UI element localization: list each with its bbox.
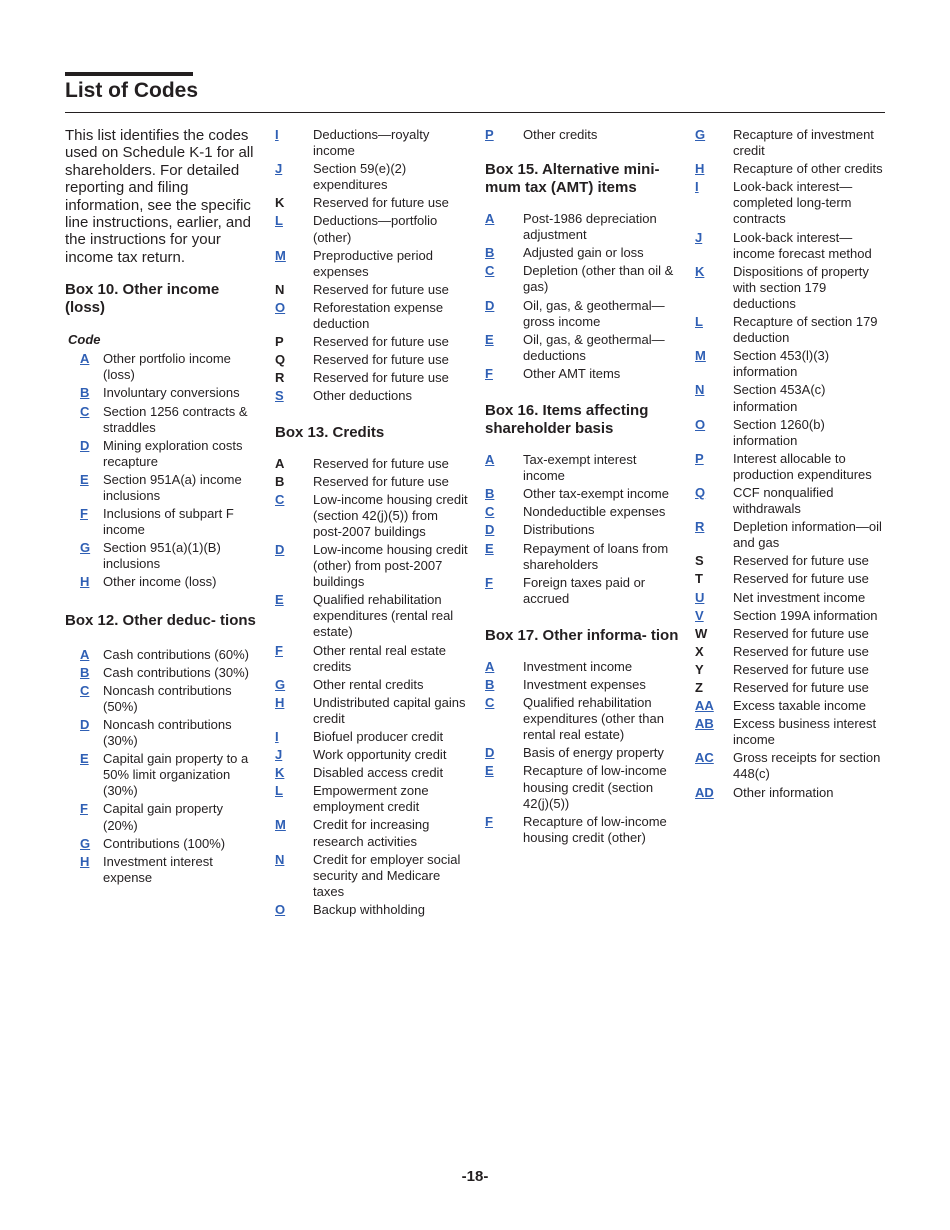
code-description: Section 453(l)(3) information: [733, 348, 830, 380]
code-description: Capital gain property to a 50% limit organization (30%): [103, 751, 249, 799]
code-letter-link[interactable]: B: [80, 385, 90, 401]
box12-heading: Box 12. Other deduc- tions: [65, 611, 256, 629]
code-description: Foreign taxes paid or accrued: [523, 574, 646, 606]
code-item: [485, 541, 680, 573]
code-letter-link[interactable]: G: [275, 676, 286, 692]
code-letter-link[interactable]: C: [485, 695, 495, 711]
code-item: [485, 504, 680, 520]
code-letter-link[interactable]: A: [80, 351, 90, 367]
code-item: [275, 334, 470, 350]
code-description: Reserved for future use: [733, 625, 869, 641]
code-description: Nondeductible expenses: [523, 504, 666, 520]
code-letter-link[interactable]: F: [80, 801, 88, 817]
code-item: [695, 348, 885, 380]
code-description: Gross receipts for section 448(c): [733, 750, 881, 782]
code-description: Other rental real estate credits: [313, 642, 446, 674]
code-letter-link[interactable]: F: [485, 365, 493, 381]
code-item: [275, 282, 470, 298]
code-letter-link[interactable]: G: [695, 127, 706, 142]
code-description: Qualified rehabilitation expenditures (other than rental real estate): [523, 695, 664, 743]
intro-paragraph: This list identifies the codes used on Schedule K-1 for all shareholders. For detailed reporting and filing information, see the specific line instructions, earlier, and the instructions for your income tax return.: [65, 127, 254, 266]
code-description: Reserved for future use: [313, 370, 449, 386]
box13-code-list: [275, 456, 470, 919]
code-description: Post-1986 depreciation adjustment: [523, 211, 657, 243]
box10-code-list: [65, 351, 260, 590]
box15-code-list: [485, 211, 680, 382]
code-description: Section 59(e)(2) expenditures: [313, 161, 407, 193]
code-description: Cash contributions (60%): [103, 646, 249, 662]
code-item: [485, 263, 680, 295]
code-description: Capital gain property (20%): [103, 801, 223, 833]
code-letter-link[interactable]: O: [275, 299, 286, 315]
code-item: [485, 332, 680, 364]
page-number: -18-: [461, 1168, 489, 1185]
code-letter-link[interactable]: R: [695, 519, 705, 535]
code-item: [275, 161, 470, 193]
code-item: [65, 574, 260, 590]
code-item: [275, 213, 470, 245]
code-description: Section 453A(c) information: [733, 382, 826, 414]
code-letter: A: [275, 455, 285, 471]
code-letter-link[interactable]: H: [80, 853, 90, 869]
code-letter-link[interactable]: O: [695, 416, 706, 432]
code-description: Investment interest expense: [103, 853, 213, 885]
code-letter-link[interactable]: M: [695, 348, 706, 364]
code-item: [485, 745, 680, 761]
code-item: [485, 366, 680, 382]
box12-code-list: [65, 647, 260, 886]
code-letter-link[interactable]: M: [275, 817, 286, 833]
code-item: [65, 506, 260, 538]
code-description: Repayment of loans from shareholders: [523, 540, 669, 572]
code-description: Qualified rehabilitation expenditures (rental real estate): [313, 592, 454, 640]
code-description: CCF nonqualified withdrawals: [733, 484, 834, 517]
code-description: Depletion information—oil and gas: [733, 519, 882, 551]
code-description: Depletion (other than oil & gas): [523, 263, 674, 295]
code-description: Noncash contributions (30%): [103, 716, 232, 749]
code-description: Credit for increasing research activities: [313, 817, 430, 849]
code-item: [65, 801, 260, 833]
code-description: Recapture of section 179 deduction: [733, 314, 878, 346]
code-description: Section 1256 contracts & straddles: [103, 403, 248, 435]
code-description: Other tax-exempt income: [523, 486, 669, 502]
code-description: Basis of energy property: [523, 745, 664, 761]
code-item: [65, 540, 260, 572]
code-letter-link[interactable]: C: [485, 263, 495, 279]
code-letter-link[interactable]: P: [485, 127, 494, 142]
code-item: [65, 665, 260, 681]
code-letter-link[interactable]: AA: [695, 698, 714, 714]
code-description: Recapture of low-income housing credit (section 42(j)(5)): [523, 763, 667, 811]
code-item: [695, 127, 885, 159]
code-description: Inclusions of subpart F income: [103, 506, 234, 538]
code-item: [275, 765, 470, 781]
box16-heading: Box 16. Items affecting shareholder basis: [485, 402, 649, 438]
code-item: [485, 127, 680, 143]
code-item: [695, 451, 885, 483]
code-description: Section 951A(a) income inclusions: [103, 471, 242, 503]
code-description: Excess business interest income: [733, 716, 877, 748]
code-description: Undistributed capital gains credit: [313, 694, 466, 726]
code-description: Biofuel producer credit: [313, 729, 444, 744]
code-description: Investment expenses: [523, 676, 646, 692]
code-description: Tax-exempt interest income: [523, 452, 637, 484]
code-description: Reserved for future use: [733, 661, 869, 677]
code-column-label: Code: [68, 332, 101, 348]
code-letter-link[interactable]: B: [485, 486, 495, 502]
code-description: Low-income housing credit (other) from post-2007 buildings: [313, 541, 468, 590]
code-description: Excess taxable income: [733, 698, 866, 714]
code-description: Reserved for future use: [313, 334, 449, 350]
code-item: [65, 404, 260, 436]
code-item: [485, 677, 680, 693]
code-description: Other portfolio income (loss): [103, 351, 231, 383]
code-description: Reserved for future use: [733, 680, 869, 695]
code-letter-link[interactable]: C: [80, 403, 90, 419]
code-item: [485, 659, 680, 675]
code-item: [65, 438, 260, 470]
code-description: Net investment income: [733, 589, 866, 605]
code-description: Reserved for future use: [313, 352, 449, 368]
code-description: Reserved for future use: [733, 643, 869, 659]
code-item: [275, 127, 470, 159]
code-item: [275, 817, 470, 849]
code-letter-link[interactable]: C: [80, 682, 90, 698]
code-letter-link[interactable]: C: [275, 491, 285, 507]
code-letter: B: [275, 473, 285, 489]
title-rule: [65, 72, 193, 76]
code-description: Involuntary conversions: [103, 385, 240, 401]
box12-code-list-continued: [275, 127, 470, 405]
code-letter-link[interactable]: A: [80, 646, 90, 662]
code-description: Reserved for future use: [313, 281, 449, 297]
code-item: [485, 575, 680, 607]
code-item: [275, 852, 470, 900]
code-item: [275, 300, 470, 332]
code-description: Section 951(a)(1)(B) inclusions: [103, 540, 221, 572]
code-letter-link[interactable]: U: [695, 589, 705, 605]
code-item: [485, 245, 680, 261]
code-letter-link[interactable]: H: [80, 574, 90, 590]
code-letter-link[interactable]: A: [485, 452, 495, 468]
code-description: Other AMT items: [523, 365, 621, 381]
code-letter-link[interactable]: A: [485, 211, 495, 227]
code-item: [695, 161, 885, 177]
code-letter-link[interactable]: E: [80, 751, 89, 767]
code-letter-link[interactable]: D: [275, 541, 285, 557]
code-description: Reserved for future use: [313, 455, 449, 471]
code-item: [695, 571, 885, 587]
code-description: Work opportunity credit: [313, 747, 447, 763]
code-description: Disabled access credit: [313, 765, 444, 781]
code-letter-link[interactable]: F: [275, 642, 283, 658]
code-item: [485, 814, 680, 846]
code-letter-link[interactable]: B: [80, 664, 90, 680]
code-item: [695, 662, 885, 678]
box17-heading: Box 17. Other informa- tion: [485, 626, 679, 644]
code-description: Reserved for future use: [733, 553, 869, 569]
code-item: [695, 785, 885, 801]
code-item: [695, 553, 885, 569]
column-1: [65, 127, 260, 888]
code-letter-link[interactable]: P: [695, 450, 704, 466]
code-letter-link[interactable]: A: [485, 658, 495, 674]
code-letter: S: [695, 553, 704, 569]
code-letter: P: [275, 334, 284, 350]
code-description: Backup withholding: [313, 901, 426, 917]
code-description: Mining exploration costs recapture: [103, 437, 243, 469]
code-description: Interest allocable to production expenditures: [733, 450, 872, 482]
code-item: [695, 626, 885, 642]
code-description: Cash contributions (30%): [103, 664, 249, 680]
code-description: Other income (loss): [103, 574, 217, 590]
code-item: [275, 783, 470, 815]
code-description: Deductions—portfolio (other): [313, 213, 438, 245]
code-item: [275, 195, 470, 211]
code-letter-link[interactable]: M: [275, 247, 286, 263]
code-description: Recapture of other credits: [733, 161, 883, 177]
code-letter-link[interactable]: J: [695, 229, 703, 245]
box17-code-list: [485, 659, 680, 846]
code-letter-link[interactable]: S: [275, 388, 284, 404]
code-letter-link[interactable]: I: [695, 179, 699, 195]
code-letter-link[interactable]: I: [275, 127, 279, 142]
code-description: Investment income: [523, 658, 633, 674]
page-title: List of Codes: [65, 79, 199, 102]
code-item: [695, 264, 885, 312]
code-description: Empowerment zone employment credit: [313, 783, 429, 815]
code-item: [65, 385, 260, 401]
code-letter-link[interactable]: L: [695, 314, 703, 330]
code-item: [695, 590, 885, 606]
box13-code-list-continued: [485, 127, 680, 143]
code-item: [695, 519, 885, 551]
code-letter-link[interactable]: E: [485, 331, 494, 347]
code-letter: Y: [695, 661, 704, 677]
code-letter-link[interactable]: J: [275, 747, 283, 763]
code-item: [695, 417, 885, 449]
code-item: [275, 643, 470, 675]
code-item: [695, 716, 885, 748]
code-item: [65, 836, 260, 852]
code-item: [695, 750, 885, 782]
code-letter-link[interactable]: Q: [695, 484, 706, 500]
code-description: Reforestation expense deduction: [313, 299, 444, 332]
code-letter: Z: [695, 680, 703, 695]
code-item: [275, 677, 470, 693]
code-description: Reserved for future use: [733, 571, 869, 587]
code-description: Dispositions of property with section 179 deductions: [733, 263, 869, 311]
code-item: [65, 717, 260, 749]
code-letter-link[interactable]: E: [275, 592, 284, 608]
code-item: [275, 248, 470, 280]
code-description: Oil, gas, & geothermal—deductions: [523, 331, 665, 363]
code-letter-link[interactable]: O: [275, 901, 286, 917]
code-letter-link[interactable]: G: [80, 540, 91, 556]
code-letter-link[interactable]: N: [695, 382, 705, 398]
code-letter: W: [695, 625, 708, 641]
code-letter-link[interactable]: D: [485, 522, 495, 538]
code-description: Reserved for future use: [313, 473, 449, 489]
code-item: [65, 854, 260, 886]
code-description: Look-back interest—completed long-term contracts: [733, 179, 853, 227]
code-item: [695, 485, 885, 517]
code-item: [275, 352, 470, 368]
code-letter-link[interactable]: B: [485, 676, 495, 692]
code-letter-link[interactable]: F: [80, 506, 88, 522]
code-letter: X: [695, 643, 704, 659]
code-letter-link[interactable]: J: [275, 161, 283, 177]
code-item: [65, 472, 260, 504]
code-description: Other information: [733, 784, 834, 800]
code-description: Credit for employer social security and Medicare taxes: [313, 851, 461, 899]
code-letter-link[interactable]: L: [275, 783, 283, 799]
code-item: [695, 644, 885, 660]
code-letter-link[interactable]: E: [80, 471, 89, 487]
code-item: [275, 729, 470, 745]
column-2: [275, 127, 470, 920]
code-description: Preproductive period expenses: [313, 247, 433, 279]
code-description: Recapture of low-income housing credit (other): [523, 813, 667, 845]
code-description: Section 1260(b) information: [733, 416, 825, 448]
code-item: [695, 608, 885, 624]
code-letter-link[interactable]: AB: [695, 716, 714, 732]
code-letter-link[interactable]: E: [485, 763, 494, 779]
code-letter-link[interactable]: N: [275, 851, 285, 867]
code-item: [65, 751, 260, 799]
code-description: Deductions—royalty income: [313, 127, 430, 159]
code-letter-link[interactable]: F: [485, 813, 493, 829]
code-description: Low-income housing credit (section 42(j)(5)) from post-2007 buildings: [313, 491, 468, 539]
code-letter-link[interactable]: V: [695, 607, 704, 623]
code-item: [485, 763, 680, 811]
code-letter-link[interactable]: D: [485, 745, 495, 761]
code-description: Look-back interest—income forecast method: [733, 229, 872, 261]
code-item: [485, 211, 680, 243]
code-letter-link[interactable]: I: [275, 729, 279, 744]
code-item: [485, 298, 680, 330]
code-item: [65, 683, 260, 715]
code-letter-link[interactable]: D: [80, 716, 90, 732]
column-4: [695, 127, 885, 803]
box16-code-list: [485, 452, 680, 607]
code-letter: R: [275, 370, 285, 386]
code-description: Distributions: [523, 522, 595, 538]
code-item: [485, 522, 680, 538]
code-item: [65, 351, 260, 383]
code-letter-link[interactable]: L: [275, 213, 283, 229]
code-item: [65, 647, 260, 663]
code-letter-link[interactable]: G: [80, 835, 91, 851]
code-description: Oil, gas, & geothermal—gross income: [523, 297, 665, 329]
code-letter: Q: [275, 352, 286, 368]
code-description: Reserved for future use: [313, 195, 449, 211]
code-description: Other rental credits: [313, 676, 424, 692]
code-letter-link[interactable]: E: [485, 540, 494, 556]
code-item: [485, 452, 680, 484]
code-description: Other deductions: [313, 388, 413, 404]
code-item: [275, 542, 470, 590]
code-item: [275, 492, 470, 540]
code-description: Other credits: [523, 127, 598, 142]
header-rule: [65, 112, 885, 113]
code-letter-link[interactable]: AD: [695, 784, 714, 800]
box17-code-list-continued: [695, 127, 885, 801]
code-item: [275, 474, 470, 490]
code-letter-link[interactable]: F: [485, 574, 493, 590]
code-letter-link[interactable]: H: [275, 694, 285, 710]
code-letter-link[interactable]: B: [485, 245, 495, 261]
box10-heading: Box 10. Other income (loss): [65, 281, 220, 317]
code-letter-link[interactable]: D: [485, 297, 495, 313]
code-item: [275, 695, 470, 727]
code-item: [275, 902, 470, 918]
code-description: Noncash contributions (50%): [103, 682, 232, 714]
code-item: [695, 230, 885, 262]
code-item: [275, 456, 470, 472]
code-letter: K: [275, 195, 285, 211]
code-item: [695, 382, 885, 414]
code-description: Recapture of investment credit: [733, 127, 874, 159]
code-letter-link[interactable]: H: [695, 161, 705, 177]
code-letter-link[interactable]: C: [485, 504, 495, 520]
code-letter-link[interactable]: K: [275, 765, 285, 781]
box13-heading: Box 13. Credits: [275, 423, 385, 441]
box15-heading: Box 15. Alternative mini- mum tax (AMT) items: [485, 161, 660, 197]
code-description: Contributions (100%): [103, 835, 226, 851]
code-item: [695, 314, 885, 346]
code-item: [485, 695, 680, 743]
code-item: [485, 486, 680, 502]
code-letter-link[interactable]: AC: [695, 750, 714, 766]
code-item: [275, 370, 470, 386]
code-item: [275, 592, 470, 640]
code-letter: T: [695, 571, 703, 587]
code-description: Section 199A information: [733, 607, 878, 623]
code-letter: N: [275, 281, 285, 297]
code-description: Adjusted gain or loss: [523, 245, 644, 261]
code-letter-link[interactable]: K: [695, 263, 705, 279]
column-3: [485, 127, 680, 848]
code-letter-link[interactable]: D: [80, 437, 90, 453]
code-item: [695, 680, 885, 696]
code-item: [695, 179, 885, 227]
code-item: [275, 388, 470, 404]
code-item: [695, 698, 885, 714]
code-item: [275, 747, 470, 763]
